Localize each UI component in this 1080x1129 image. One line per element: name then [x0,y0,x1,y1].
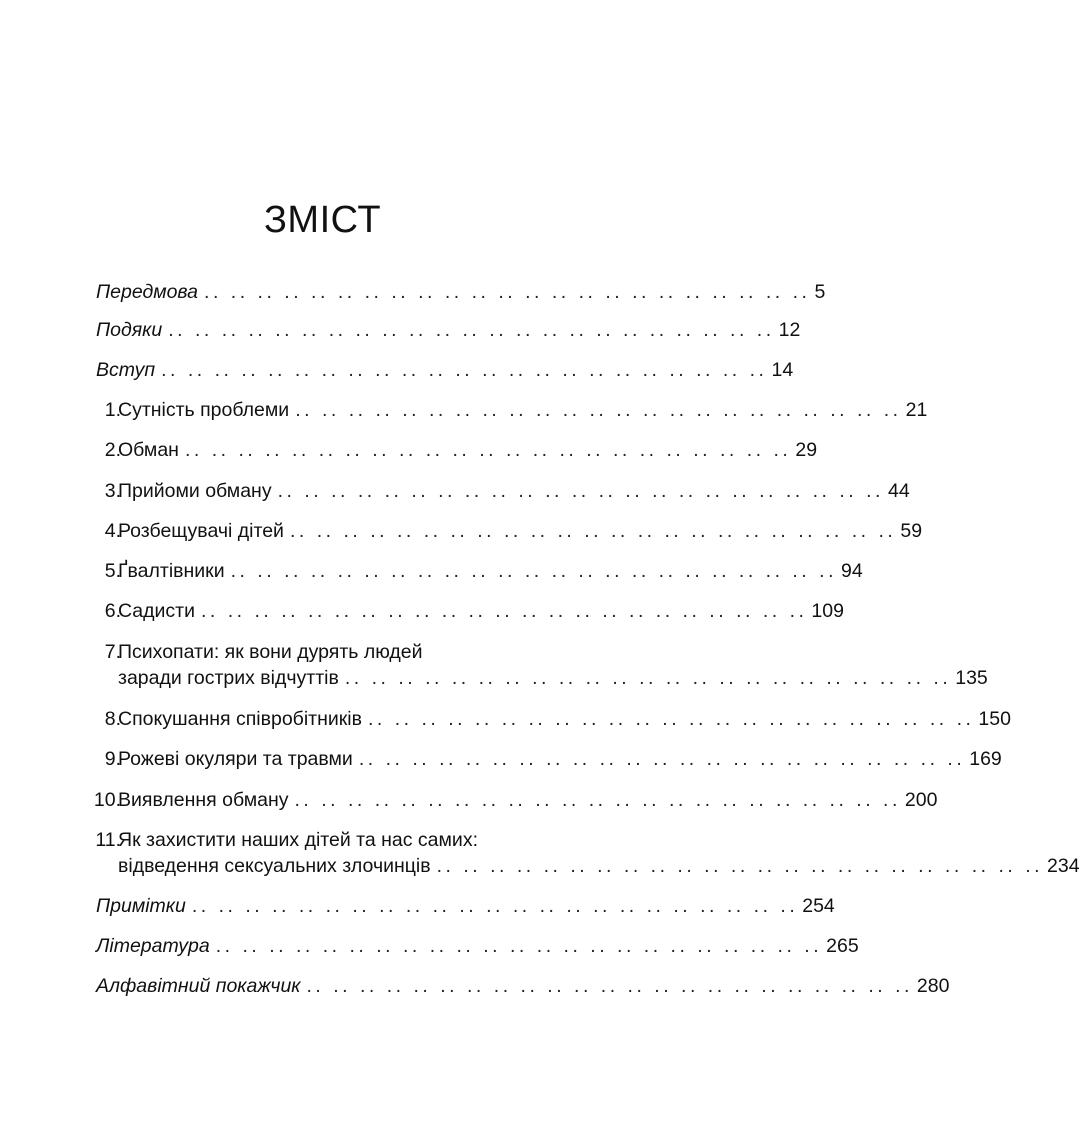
toc-entry-label: Примітки [96,895,186,917]
page-title: ЗМІСТ [263,199,382,241]
toc-entry-page: 109 [811,600,844,622]
toc-entry-chapter-5 [0,557,863,585]
toc-entry-chapter-3 [0,477,910,505]
toc-entry-page: 254 [802,895,835,917]
toc-entry-page: 280 [916,975,950,997]
toc-entry-page: 21 [905,399,928,421]
toc-entry-page: 29 [795,439,818,461]
toc-entry-label: Література [96,935,210,957]
toc-entry-label: Сутність проблеми [118,399,290,421]
toc-entry-chapter-6 [0,597,844,625]
toc-entry-page: 59 [900,520,923,542]
toc-entry-label: відведення сексуальних злочинців [118,855,431,877]
toc-entry-page: 94 [841,560,863,582]
leader-dots: .. .. .. .. .. .. .. .. .. .. .. .. .. .. .. .. .. .. .. .. .. .. .. [344,667,952,689]
toc-entry-page: 265 [826,935,859,957]
toc-entry-label: Виявлення обману [118,789,289,811]
toc-entry-page: 169 [969,748,1002,770]
leader-dots: .. .. .. .. .. .. .. .. .. .. .. .. .. .. .. .. .. .. .. .. .. .. .. [368,708,975,730]
toc-entry-label: Прийоми обману [118,480,272,502]
leader-dots: .. .. .. .. .. .. .. .. .. .. .. .. .. .. .. .. .. .. .. .. .. .. .. [201,600,808,622]
toc-entry-label-first-line: Психопати: як вони дурять людей [118,641,423,663]
leader-dots: .. .. .. .. .. .. .. .. .. .. .. .. .. .. .. .. .. .. .. .. .. .. .. [161,359,768,381]
leader-dots: .. .. .. .. .. .. .. .. .. .. .. .. .. .. .. .. .. .. .. .. .. .. .. [168,319,775,341]
toc-entry-chapter-9 [0,745,1002,773]
toc-entry-number: 2. [104,439,121,461]
toc-entry-label: Подяки [96,319,163,341]
toc-entry-chapter-2 [0,436,818,464]
toc-entry-number: 11. [95,829,121,851]
toc-entry-preface [0,278,826,306]
toc-entry-chapter-7-first-line [0,638,645,666]
toc-entry-chapter-8 [0,705,1011,733]
toc-entry-acknowledgements [0,316,801,344]
toc-entry-chapter-1 [0,396,928,424]
toc-entry-label: Рожеві окуляри та травми [118,748,353,770]
toc-entry-notes [0,892,835,920]
toc-entry-label: Вступ [96,359,156,381]
leader-dots: .. .. .. .. .. .. .. .. .. .. .. .. .. .. .. .. .. .. .. .. .. .. .. [184,439,792,461]
leader-dots: .. .. .. .. .. .. .. .. .. .. .. .. .. .. .. .. .. .. .. .. .. .. .. [277,480,884,502]
toc-entry-page: 135 [955,667,988,689]
leader-dots: .. .. .. .. .. .. .. .. .. .. .. .. .. .. .. .. .. .. .. .. .. .. .. [230,560,838,582]
toc-entry-number: 3. [104,480,121,502]
leader-dots: .. .. .. .. .. .. .. .. .. .. .. .. .. .. .. .. .. .. .. .. .. .. .. [191,895,799,917]
toc-entry-page: 150 [978,708,1011,730]
toc-entry-label-first-line: Як захистити наших дітей та нас самих: [118,829,478,851]
toc-entry-index [0,972,950,1000]
toc-entry-label: Алфавітний покажчик [96,975,301,997]
toc-entry-number: 10. [93,789,121,811]
toc-entry-number: 7. [104,641,121,663]
toc-entry-introduction [0,356,794,384]
toc-entry-chapter-11 [0,852,1080,880]
toc-entry-label: Передмова [96,281,199,303]
leader-dots: .. .. .. .. .. .. .. .. .. .. .. .. .. .. .. .. .. .. .. .. .. .. .. [306,975,913,997]
leader-dots: .. .. .. .. .. .. .. .. .. .. .. .. .. .. .. .. .. .. .. .. .. .. .. [358,748,966,770]
toc-entry-number: 1. [104,399,121,421]
toc-entry-label: Ґвалтівники [118,560,225,582]
toc-entry-number: 6. [104,600,121,622]
leader-dots: .. .. .. .. .. .. .. .. .. .. .. .. .. .. .. .. .. .. .. .. .. .. .. [436,855,1044,877]
toc-entry-number: 5. [104,560,121,582]
leader-dots: .. .. .. .. .. .. .. .. .. .. .. .. .. .. .. .. .. .. .. .. .. .. .. [294,789,901,811]
toc-entry-number: 8. [104,708,121,730]
toc-entry-chapter-10 [0,786,938,814]
toc-entry-number: 9. [104,748,121,770]
toc-entry-chapter-11-first-line [0,826,645,854]
toc-entry-chapter-7 [0,664,988,692]
toc-entry-number: 4. [104,520,121,542]
leader-dots: .. .. .. .. .. .. .. .. .. .. .. .. .. .. .. .. .. .. .. .. .. .. .. [204,281,811,303]
leader-dots: .. .. .. .. .. .. .. .. .. .. .. .. .. .. .. .. .. .. .. .. .. .. .. [295,399,902,421]
leader-dots: .. .. .. .. .. .. .. .. .. .. .. .. .. .. .. .. .. .. .. .. .. .. .. [215,935,823,957]
toc-entry-page: 200 [904,789,938,811]
toc-entry-bibliography [0,932,859,960]
toc-entry-page: 14 [771,359,794,381]
toc-entry-label: Спокушання співробітників [118,708,362,730]
toc-entry-page: 5 [814,281,826,303]
leader-dots: .. .. .. .. .. .. .. .. .. .. .. .. .. .. .. .. .. .. .. .. .. .. .. [289,520,897,542]
toc-entry-label: заради гострих відчуттів [118,667,339,689]
toc-entry-page: 234 [1047,855,1080,877]
toc-entry-chapter-4 [0,517,923,545]
toc-entry-label: Садисти [118,600,195,622]
toc-entry-page: 12 [778,319,801,341]
toc-entry-page: 44 [887,480,910,502]
toc-entry-label: Обман [118,439,179,461]
toc-entry-label: Розбещувачі дітей [118,520,284,542]
